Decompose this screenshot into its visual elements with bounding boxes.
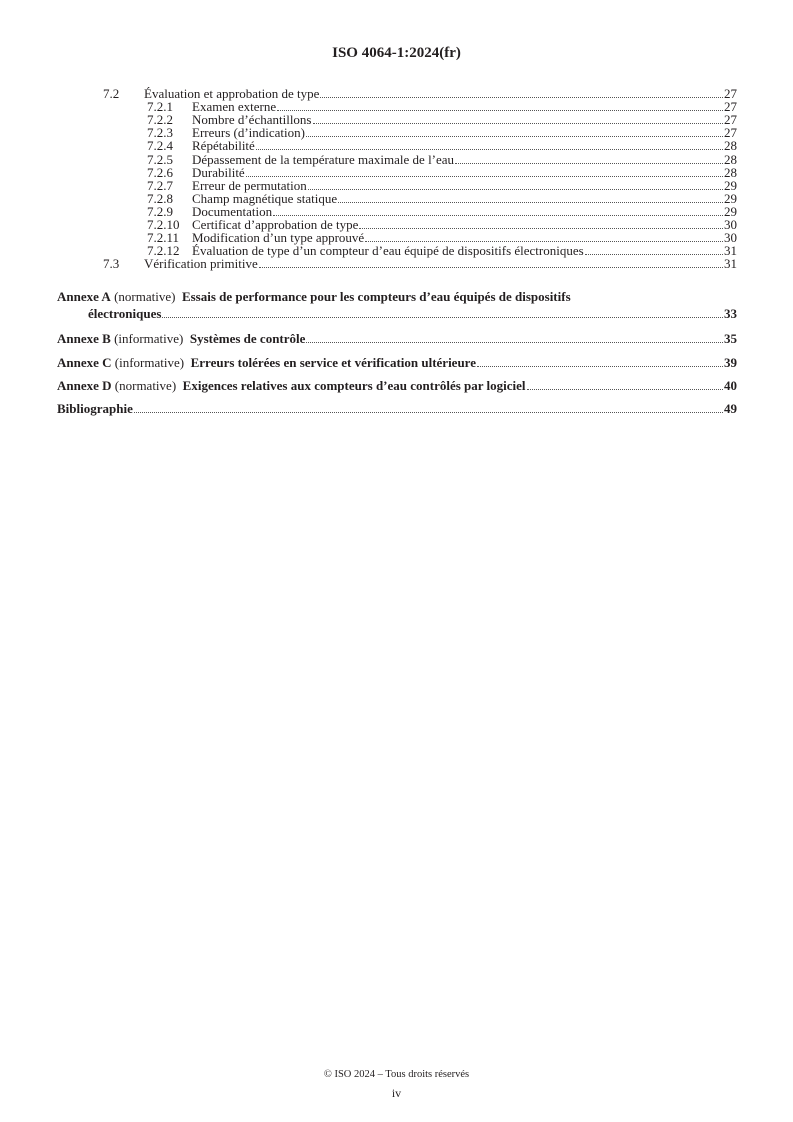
annex-kind: (informative)	[114, 331, 184, 346]
toc-entry-page: 28	[724, 138, 737, 154]
dot-leader	[246, 176, 723, 177]
toc-entry-number: 7.2.12	[147, 243, 180, 259]
toc-entry[interactable]	[0, 113, 793, 127]
annex-label: Annexe C	[57, 355, 112, 370]
toc-entry-title[interactable]: Durabilité	[192, 164, 245, 180]
toc-entry-title[interactable]: Modification d’un type approuvé	[192, 230, 365, 246]
toc-entry[interactable]	[0, 192, 793, 206]
annex-label: Annexe D	[57, 378, 112, 393]
annex-entry-continuation[interactable]	[0, 307, 793, 321]
toc-entry-title[interactable]: Évaluation et approbation de type	[144, 86, 320, 101]
toc-entry-title[interactable]: Dépassement de la température maximale de l’eau	[192, 151, 455, 167]
toc-entry-number: 7.2.3	[147, 125, 173, 141]
toc-entry-page: 28	[724, 164, 737, 180]
annex-kind: (normative)	[114, 289, 176, 304]
dot-leader	[320, 97, 723, 98]
toc-entry-title[interactable]: Nombre d’échantillons	[192, 112, 312, 128]
annex-page: 35	[724, 331, 737, 346]
toc-entry[interactable]	[0, 87, 793, 101]
annex-entry[interactable]	[0, 332, 793, 346]
annex-entry-row	[57, 290, 737, 304]
annex-page: 33	[724, 306, 737, 321]
page-number: iv	[391, 1086, 402, 1100]
toc-entry-page: 30	[724, 230, 737, 246]
dot-leader	[306, 136, 723, 137]
annex-title[interactable]: Essais de performance pour les compteurs d’eau équipés de dispositifs	[181, 289, 571, 304]
annex-title[interactable]: Exigences relatives aux compteurs d’eau contrôlés par logiciel	[182, 378, 526, 393]
toc-entry-title[interactable]: Certificat d’approbation de type	[192, 217, 359, 232]
toc-entry-title[interactable]: Documentation	[192, 203, 273, 219]
toc-entry[interactable]	[0, 126, 793, 140]
toc-entry-number: 7.2.8	[147, 190, 173, 206]
annex-entry[interactable]	[0, 356, 793, 370]
dot-leader	[585, 254, 723, 255]
dot-leader	[134, 412, 723, 413]
dot-leader	[306, 342, 723, 343]
dot-leader	[273, 215, 723, 216]
dot-leader	[308, 189, 723, 190]
annex-heading	[57, 332, 305, 346]
toc-entry-number: 7.2.5	[147, 151, 173, 167]
toc-entry-row	[192, 244, 737, 258]
toc-entry-page: 29	[724, 203, 737, 219]
toc-entry[interactable]	[0, 100, 793, 114]
annex-title[interactable]: Systèmes de contrôle	[189, 331, 306, 346]
toc-entry-title[interactable]: Examen externe	[192, 99, 277, 115]
annex-entry-row	[57, 379, 737, 393]
toc-entry-page: 29	[724, 177, 737, 193]
document-header: ISO 4064-1:2024(fr)	[332, 45, 461, 61]
toc-entry-title[interactable]: Erreurs (d’indication)	[192, 125, 305, 141]
toc-entry[interactable]	[0, 166, 793, 180]
toc-entry-row	[144, 257, 737, 271]
toc-entry-number: 7.3	[103, 256, 120, 272]
annex-label: Annexe B	[57, 331, 111, 346]
annex-title[interactable]: Erreurs tolérées en service et vérification ultérieure	[190, 355, 476, 370]
toc-entry-number: 7.2.4	[147, 138, 173, 154]
annex-page: 40	[724, 378, 737, 393]
annex-entry-row	[88, 307, 737, 321]
dot-leader	[365, 241, 723, 242]
toc-entry-row	[192, 126, 737, 140]
annex-entry-row	[57, 332, 737, 346]
toc-entry-title[interactable]: Évaluation de type d’un compteur d’eau équipé de dispositifs électroniques	[192, 243, 584, 259]
toc-entry-title[interactable]: Erreur de permutation	[192, 177, 307, 193]
annex-label: Annexe A	[57, 289, 111, 304]
toc-entry[interactable]	[0, 218, 793, 232]
bibliography-entry[interactable]	[0, 402, 793, 416]
toc-entry-title[interactable]: Répétabilité	[192, 138, 255, 154]
dot-leader	[359, 228, 723, 229]
annex-entry-row	[57, 356, 737, 370]
toc-entry-page: 27	[724, 112, 737, 128]
toc-entry-page: 30	[724, 217, 737, 232]
toc-entry-number: 7.2	[103, 86, 120, 101]
bibliography-page: 49	[724, 401, 737, 416]
copyright-footer: © ISO 2024 – Tous droits réservés	[323, 1069, 470, 1080]
toc-entry[interactable]	[0, 257, 793, 271]
toc-entry-row	[192, 192, 737, 206]
annex-page: 39	[724, 355, 737, 370]
toc-entry-page: 27	[724, 99, 737, 115]
annex-kind: (informative)	[114, 355, 185, 370]
annex-entry[interactable]	[0, 379, 793, 393]
bibliography-row	[57, 402, 737, 416]
toc-entry-page: 27	[724, 125, 737, 141]
dot-leader	[256, 149, 723, 150]
dot-leader	[259, 267, 723, 268]
toc-entry-page: 27	[724, 86, 737, 101]
dot-leader	[162, 317, 723, 318]
annex-heading	[57, 290, 571, 304]
toc-entry-number: 7.2.6	[147, 164, 173, 180]
toc-entry-number: 7.2.1	[147, 99, 173, 115]
toc-entry-number: 7.2.11	[147, 230, 180, 246]
dot-leader	[527, 389, 723, 390]
bibliography-title[interactable]: Bibliographie	[57, 401, 133, 416]
annex-kind: (normative)	[114, 378, 177, 393]
toc-entry-page: 29	[724, 190, 737, 206]
toc-entry-number: 7.2.9	[147, 203, 173, 219]
toc-entry-title[interactable]: Vérification primitive	[144, 256, 258, 272]
dot-leader	[277, 110, 723, 111]
dot-leader	[313, 123, 724, 124]
dot-leader	[338, 202, 723, 203]
toc-entry[interactable]	[0, 205, 793, 219]
toc-entry[interactable]	[0, 153, 793, 167]
dot-leader	[477, 366, 723, 367]
annex-heading	[57, 356, 476, 370]
annex-heading	[57, 379, 526, 393]
toc-entry-page: 31	[724, 256, 737, 272]
toc-entry-row	[192, 153, 737, 167]
toc-entry-title[interactable]: Champ magnétique statique	[192, 190, 338, 206]
annex-entry[interactable]	[0, 290, 793, 304]
annex-title-continued[interactable]: électroniques	[88, 306, 162, 321]
toc-entry-number: 7.2.2	[147, 112, 173, 128]
toc-entry[interactable]	[0, 179, 793, 193]
dot-leader	[455, 163, 723, 164]
toc-entry-number: 7.2.10	[147, 217, 180, 232]
toc-entry-page: 28	[724, 151, 737, 167]
toc-entry-number: 7.2.7	[147, 177, 173, 193]
toc-entry-page: 31	[724, 243, 737, 259]
